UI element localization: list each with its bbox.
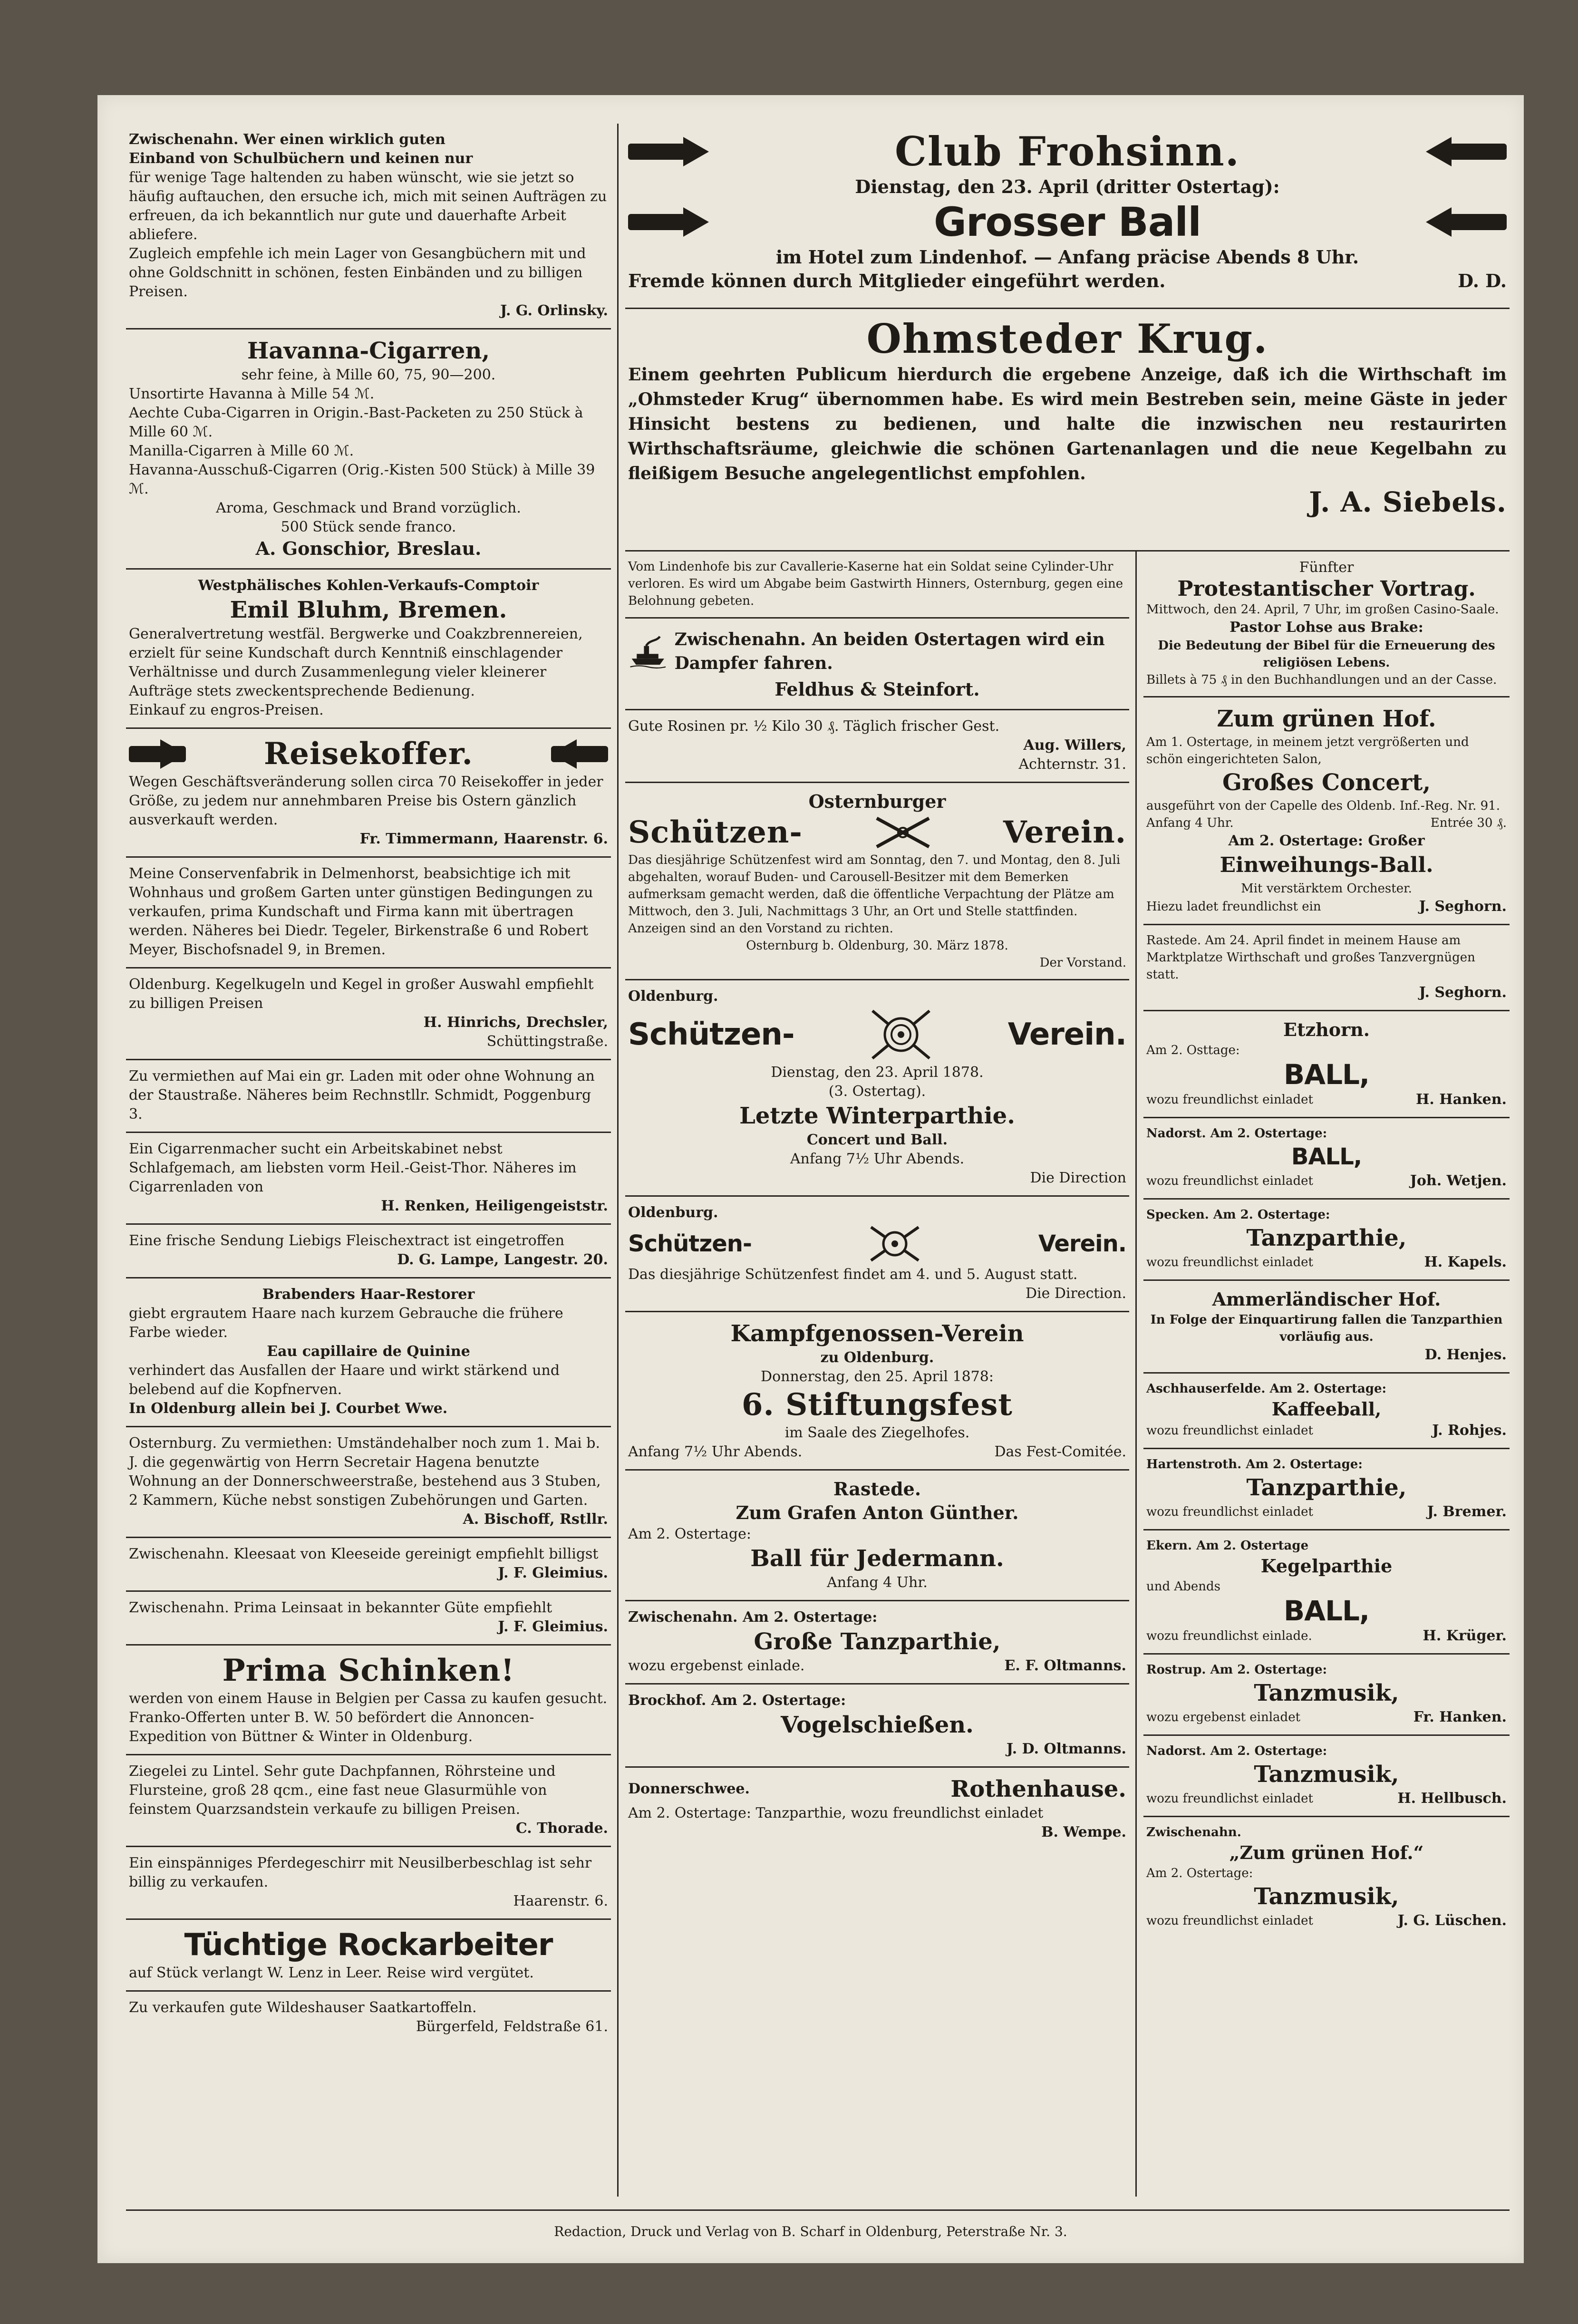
- ad-schuetzen-fest: [625, 1197, 1129, 1312]
- vermiethen1-body: Zu vermiethen auf Mai ein gr. Laden mit oder ohne Wohnung an der Staustraße. Näheres beim Rechnstllr. Schmidt, Poggenburg 3.: [129, 1068, 595, 1123]
- zw-tanz-line1: Zwischenahn. Am 2. Ostertage:: [628, 1609, 878, 1626]
- orlinsky-body2: Zugleich empfehle ich mein Lager von Gesangbüchern mit und ohne Goldschnitt in schönen, festen Einbänden und zu billigen Preisen.: [129, 245, 586, 300]
- vortrag-line1: Mittwoch, den 24. April, 7 Uhr, im großen Casino-Saale.: [1146, 602, 1499, 617]
- rostrup-line1: Rostrup. Am 2. Ostertage:: [1146, 1663, 1327, 1677]
- gruenenhof-big: Großes Concert,: [1222, 769, 1431, 796]
- ad-zwischenahn-tanzparthie: [625, 1601, 1129, 1685]
- ad-osternburg-vermiethen: [126, 1427, 611, 1538]
- nadorst1-line2: wozu freundlichst einladet: [1146, 1174, 1313, 1188]
- kampf-title: Kampfgenossen-Verein: [730, 1320, 1024, 1347]
- gruenenhof-big2: Einweihungs-Ball.: [1220, 853, 1433, 877]
- rastede-title: Rastede.: [833, 1478, 921, 1500]
- rosinen-sign: Aug. Willers,: [1023, 737, 1126, 754]
- havanna-title: Havanna-Cigarren,: [247, 338, 490, 364]
- kleesaat-body: Zwischenahn. Kleesaat von Kleeseide gereinigt empfiehlt billigst: [129, 1546, 599, 1562]
- bluhm-title: Emil Bluhm, Bremen.: [230, 597, 507, 623]
- ad-liebig: [126, 1225, 611, 1278]
- gruenenhof-line1: Am 1. Ostertage, in meinem jetzt vergrößerten und schön eingerichteten Salon,: [1146, 735, 1469, 766]
- rockarbeiter-title: Tüchtige Rockarbeiter: [184, 1927, 553, 1963]
- haar-body: giebt ergrautem Haare nach kurzem Gebrauche die frühere Farbe wieder.: [129, 1305, 563, 1341]
- top-wide-ads: [625, 124, 1510, 552]
- cigarrenmacher-body: Ein Cigarrenmacher sucht ein Arbeitskabinet nebst Schlafgemach, am liebsten vorm Heil.-Geist-Thor. Näheres im Cigarrenladen von: [129, 1141, 577, 1195]
- ad-etzhorn: [1143, 1011, 1510, 1118]
- haar-title: Brabenders Haar-Restorer: [262, 1286, 475, 1303]
- zwgruen-sign: J. G. Lüschen.: [1397, 1912, 1507, 1929]
- ekern-big2: BALL,: [1283, 1595, 1370, 1627]
- schinken-title: Prima Schinken!: [222, 1653, 515, 1688]
- vortrag-line2: Pastor Lohse aus Brake:: [1229, 619, 1423, 636]
- zwgruen-big: „Zum grünen Hof.“: [1229, 1842, 1424, 1863]
- ad-cylinder-uhr: [625, 552, 1129, 619]
- ad-ekern: [1143, 1530, 1510, 1655]
- specken-big: Tanzparthie,: [1246, 1225, 1407, 1251]
- saatkartoffeln-sign: Bürgerfeld, Feldstraße 61.: [416, 2018, 608, 2035]
- gruenenhof-title: Zum grünen Hof.: [1217, 706, 1436, 732]
- target-icon: [866, 1222, 923, 1265]
- zwgruen-line3: wozu freundlichst einladet: [1146, 1914, 1313, 1928]
- column-left: [126, 124, 611, 2197]
- nadorst1-big: BALL,: [1291, 1143, 1362, 1170]
- pointing-hand-icon: [129, 737, 186, 771]
- gruenenhof-line2: ausgeführt von der Capelle des Oldenb. Inf.-Reg. Nr. 91.: [1146, 799, 1500, 813]
- rastede-line2: Am 2. Ostertage:: [628, 1526, 751, 1542]
- imprint-footer: Redaction, Druck und Verlag von B. Scharf in Oldenburg, Peterstraße Nr. 3.: [554, 2224, 1067, 2239]
- ad-aschhauserfelde: [1143, 1374, 1510, 1449]
- brockhof-big: Vogelschießen.: [781, 1712, 974, 1738]
- ad-kampfgenossen: [625, 1312, 1129, 1471]
- schuetzen2-pre: Oldenburg.: [628, 1204, 718, 1221]
- leinsaat-sign: J. F. Gleimius.: [498, 1618, 608, 1635]
- ad-osternburger-schuetzen: [625, 783, 1129, 980]
- kampf-sign: Das Fest-Comitée.: [994, 1443, 1126, 1460]
- rosinen-body: Gute Rosinen pr. ½ Kilo 30 ₰. Täglich frischer Gest.: [628, 718, 1000, 735]
- zwgruen-line1: Zwischenahn.: [1146, 1825, 1241, 1840]
- ad-pferdegeschirr: [126, 1847, 611, 1920]
- ad-brockhof: [625, 1685, 1129, 1768]
- schinken-body: werden von einem Hause in Belgien per Cassa zu kaufen gesucht. Franko-Offerten unter B. W. 50 befördert die Annoncen-Expedition von Büttner & Winter in Oldenburg.: [129, 1690, 608, 1745]
- column-rule-left: [617, 124, 619, 2197]
- saatkartoffeln-body: Zu verkaufen gute Wildeshauser Saatkartoffeln.: [129, 1999, 477, 2016]
- specken-line2: wozu freundlichst einladet: [1146, 1255, 1313, 1269]
- osternburger-pre: Osternburger: [808, 791, 946, 812]
- rostrup-big: Tanzmusik,: [1254, 1680, 1399, 1706]
- ekern-line1: Ekern. Am 2. Ostertage: [1146, 1539, 1309, 1553]
- vortrag-pre: Fünfter: [1299, 559, 1354, 576]
- zw-tanz-big: Große Tanzparthie,: [754, 1628, 1001, 1655]
- schuetzen1-date: Dienstag, den 23. April 1878.: [771, 1064, 984, 1081]
- vortrag-line3: Die Bedeutung der Bibel für die Erneuerung des religiösen Lebens.: [1158, 639, 1495, 670]
- ad-orlinsky: [126, 124, 611, 329]
- kampf-line1: im Saale des Ziegelhofes.: [784, 1424, 970, 1441]
- specken-sign: H. Kapels.: [1424, 1254, 1507, 1270]
- nadorst2-line2: wozu freundlichst einladet: [1146, 1791, 1313, 1806]
- havanna-line2: Unsortirte Havanna à Mille 54 ℳ.: [129, 386, 375, 402]
- pferd-sign: Haarenstr. 6.: [513, 1893, 608, 1909]
- osternburg-sign: A. Bischoff, Rstllr.: [463, 1511, 608, 1528]
- schuetzen1-line2: Anfang 7½ Uhr Abends.: [790, 1151, 965, 1167]
- ad-dampfer: [625, 619, 1129, 710]
- kegel-sign: H. Hinrichs, Drechsler,: [423, 1014, 608, 1031]
- krug-title: Ohmsteder Krug.: [866, 315, 1268, 362]
- nadorst2-big: Tanzmusik,: [1254, 1761, 1399, 1788]
- pointing-hand-icon: [1426, 205, 1507, 239]
- orlinsky-body: für wenige Tage haltenden zu haben wünscht, wie sie jetzt so häufig auftauchen, den ersuche ich, mich mit seinen Aufträgen zu erfreuen, da ich bekanntlich nur gute und dauerhafte Arbeit abliefere.: [129, 169, 607, 243]
- nadorst1-line1: Nadorst. Am 2. Ostertage:: [1146, 1126, 1327, 1141]
- kampf-big: 6. Stiftungsfest: [742, 1387, 1013, 1423]
- ad-nadorst-ball: [1143, 1118, 1510, 1200]
- krug-body: Einem geehrten Publicum hierdurch die ergebene Anzeige, daß ich die Wirthschaft im „Ohmsteder Krug“ übernommen habe. Es wird mein Bestreben sein, meine Gäste in jeder Hinsicht bestens zu bedienen, und halte die inzwischen neu restaurirten Wirthschaftsräume, gleichwie die schönen Gartenanlagen und die neue Kegelbahn zu fleißigem Besuche angelegentlichst empfohlen.: [628, 365, 1507, 484]
- donnerschwee-big: Rothenhause.: [950, 1776, 1126, 1802]
- brockhof-sign: J. D. Oltmanns.: [1006, 1741, 1126, 1757]
- zw-tanz-sign: E. F. Oltmanns.: [1004, 1657, 1126, 1674]
- reisekoffer-body: Wegen Geschäftsveränderung sollen circa 70 Reisekoffer in jeder Größe, zu jedem nur annehmbaren Preise bis Ostern gänzlich ausverkauft werden.: [129, 774, 603, 828]
- dampfer-sign: Feldhus & Steinfort.: [774, 678, 980, 700]
- kegel-body: Oldenburg. Kegelkugeln und Kegel in großer Auswahl empfiehlt zu billigen Preisen: [129, 976, 594, 1012]
- havanna-line5: Havanna-Ausschuß-Cigarren (Orig.-Kisten 500 Stück) à Mille 39 ℳ.: [129, 462, 595, 497]
- ad-ziegelei-lintel: [126, 1755, 611, 1847]
- ad-protestantischer-vortrag: [1143, 552, 1510, 697]
- rostrup-sign: Fr. Hanken.: [1413, 1709, 1507, 1725]
- ammer-body: In Folge der Einquartirung fallen die Tanzparthien vorläufig aus.: [1150, 1313, 1503, 1344]
- ad-ohmsteder-krug: [625, 309, 1510, 552]
- ad-emil-bluhm: [126, 570, 611, 729]
- specken-line1: Specken. Am 2. Ostertage:: [1146, 1208, 1330, 1222]
- ad-schuetzen-winterparthie: [625, 980, 1129, 1197]
- schuetzen1-word1: Schützen-: [628, 1017, 794, 1052]
- bluhm-line1: Westphälisches Kohlen-Verkaufs-Comptoir: [198, 577, 539, 594]
- reisekoffer-title: Reisekoffer.: [264, 736, 473, 772]
- ad-hartenstroth: [1143, 1449, 1510, 1530]
- liebig-body: Eine frische Sendung Liebigs Fleischextract ist eingetroffen: [129, 1232, 565, 1249]
- ad-zwischenahn-gruener-hof: [1143, 1817, 1510, 1938]
- rastede-line1: Zum Grafen Anton Günther.: [736, 1502, 1019, 1523]
- reisekoffer-sign: Fr. Timmermann, Haarenstr. 6.: [359, 831, 608, 847]
- ad-rastede-tanzvergnuegen: [1143, 925, 1510, 1011]
- liebig-sign: D. G. Lampe, Langestr. 20.: [397, 1251, 608, 1268]
- etzhorn-sign: H. Hanken.: [1416, 1091, 1507, 1108]
- nadorst2-line1: Nadorst. Am 2. Ostertage:: [1146, 1744, 1327, 1758]
- schuetzen1-pre: Oldenburg.: [628, 988, 718, 1005]
- column-middle: [625, 552, 1129, 2197]
- osternburger-body: Das diesjährige Schützenfest wird am Sonntag, den 7. und Montag, den 8. Juli abgehalten, worauf Buden- und Carousell-Besitzer mit dem Bemerken aufmerksam gemacht werden, daß die öffentliche Verpachtung der Plätze am Mittwoch, den 3. Juli, Nachmittags 3 Uhr, an Ort und Stelle stattfinden. Anzeigen sind an den Vorstand zu richten.: [628, 853, 1121, 936]
- vortrag-line4: Billets à 75 ₰ in den Buchhandlungen und an der Casse.: [1146, 673, 1497, 687]
- kleesaat-sign: J. F. Gleimius.: [498, 1565, 608, 1581]
- ad-club-frohsinn: [625, 124, 1510, 309]
- column-right: [1143, 552, 1510, 2197]
- hartenstroth-sign: J. Bremer.: [1427, 1503, 1507, 1520]
- kampf-sub: zu Oldenburg.: [820, 1349, 934, 1366]
- crossed-rifles-icon: [872, 813, 934, 852]
- donnerschwee-sign: B. Wempe.: [1041, 1824, 1126, 1840]
- kampf-line2: Anfang 7½ Uhr Abends.: [628, 1443, 803, 1460]
- haar-title2: Eau capillaire de Quinine: [267, 1343, 470, 1360]
- ad-donnerschwee: [625, 1768, 1129, 1850]
- haar-body2: verhindert das Ausfallen der Haare und wirkt stärkend und belebend auf die Kopfnerven.: [129, 1362, 560, 1398]
- donnerschwee-pre: Donnerschwee.: [628, 1781, 750, 1797]
- rosinen-sign2: Achternstr. 31.: [1018, 756, 1126, 773]
- ad-rastede-ball: [625, 1471, 1129, 1601]
- aschhausen-line2: wozu freundlichst einladet: [1146, 1423, 1313, 1438]
- brockhof-line1: Brockhof. Am 2. Ostertage:: [628, 1692, 846, 1709]
- footer-rule: [126, 2209, 1510, 2211]
- club-date: Dienstag, den 23. April (dritter Ostertag):: [855, 176, 1280, 197]
- rastede2-body: Rastede. Am 24. April findet in meinem Hause am Marktplatze Wirthschaft und großes Tanzvergnügen statt.: [1146, 933, 1475, 982]
- ad-leinsaat: [126, 1592, 611, 1646]
- kegel-sign2: Schüttingstraße.: [486, 1033, 608, 1050]
- aschhausen-sign: J. Rohjes.: [1432, 1422, 1507, 1439]
- ad-kleesaat: [126, 1538, 611, 1592]
- ad-rostrup: [1143, 1655, 1510, 1736]
- nadorst1-sign: Joh. Wetjen.: [1410, 1172, 1507, 1189]
- ad-havanna-cigarren: [126, 329, 611, 570]
- rastede2-sign: J. Seghorn.: [1419, 984, 1507, 1001]
- conserven-body: Meine Conservenfabrik in Delmenhorst, beabsichtige ich mit Wohnhaus und großem Garten unter günstigen Bedingungen zu verkaufen, prima Kundschaft und Firma kann mit übertragen werden. Näheres bei Diedr. Tegeler, Birkenstraße 6 und Robert Meyer, Bischofsnadel 9, in Bremen.: [129, 865, 593, 958]
- bluhm-line2: Einkauf zu engros-Preisen.: [129, 702, 324, 718]
- gruenenhof-line4: Am 2. Ostertage: Großer: [1228, 833, 1425, 849]
- ad-rockarbeiter: [126, 1920, 611, 1992]
- osternburger-word1: Schützen-: [628, 814, 803, 850]
- ad-prima-schinken: [126, 1646, 611, 1755]
- newspaper-page: [97, 95, 1524, 2263]
- schuetzen1-word2: Verein.: [1007, 1017, 1126, 1052]
- zw-tanz-line2: wozu ergebenst einlade.: [628, 1657, 805, 1674]
- gruenenhof-line5: Mit verstärktem Orchester.: [1241, 881, 1412, 896]
- gruenenhof-line3b: Entrée 30 ₰.: [1430, 816, 1507, 830]
- ammer-title: Ammerländischer Hof.: [1212, 1288, 1441, 1310]
- rastede-line3: Anfang 4 Uhr.: [827, 1574, 928, 1591]
- club-ball: Grosser Ball: [933, 199, 1201, 245]
- ad-nadorst-tanzmusik: [1143, 1736, 1510, 1817]
- ad-reisekoffer: [126, 729, 611, 858]
- ziegelei-body: Ziegelei zu Lintel. Sehr gute Dachpfannen, Röhrsteine und Flursteine, groß 28 qcm., eine fast neue Glasurmühle von feinstem Quarzsandstein verkaufe zu billigen Preisen.: [129, 1763, 556, 1818]
- hartenstroth-big: Tanzparthie,: [1246, 1474, 1407, 1501]
- osternburger-word2: Verein.: [1003, 814, 1126, 850]
- ad-saatkartoffeln: [126, 1992, 611, 2044]
- schuetzen1-title: Letzte Winterparthie.: [739, 1103, 1015, 1129]
- schuetzen2-word1: Schützen-: [628, 1230, 752, 1257]
- havanna-line3: Aechte Cuba-Cigarren in Origin.-Bast-Packeten zu 250 Stück à Mille 60 ℳ.: [129, 405, 583, 440]
- gruenenhof-line3a: Anfang 4 Uhr.: [1146, 816, 1234, 830]
- leinsaat-body: Zwischenahn. Prima Leinsaat in bekannter Güte empfiehlt: [129, 1599, 552, 1616]
- ziegelei-sign: C. Thorade.: [515, 1820, 608, 1837]
- pointing-hand-icon: [628, 135, 709, 168]
- club-title: Club Frohsinn.: [895, 128, 1240, 175]
- ammer-sign: D. Henjes.: [1424, 1346, 1507, 1363]
- pointing-hand-icon: [628, 205, 709, 239]
- cigarrenmacher-sign: H. Renken, Heiligengeiststr.: [381, 1198, 608, 1214]
- schuetzen1-sub: (3. Ostertag).: [828, 1083, 926, 1100]
- aschhausen-big: Kaffeeball,: [1271, 1398, 1382, 1420]
- ekern-line2: und Abends: [1146, 1579, 1220, 1594]
- rostrup-line2: wozu ergebenst einladet: [1146, 1710, 1301, 1724]
- club-line2: Fremde können durch Mitglieder eingeführt werden.: [628, 270, 1166, 291]
- gruenenhof-line6: Hiezu ladet freundlichst ein: [1146, 900, 1321, 914]
- steamship-icon: [628, 625, 668, 678]
- kampf-date: Donnerstag, den 25. April 1878:: [761, 1368, 994, 1385]
- target-icon: [868, 1006, 934, 1063]
- schuetzen1-sign: Die Direction: [1030, 1170, 1126, 1186]
- club-sign: D. D.: [1458, 270, 1507, 291]
- dampfer-body: Zwischenahn. An beiden Ostertagen wird ein Dampfer fahren.: [674, 629, 1105, 673]
- ad-kegelkugeln: [126, 968, 611, 1060]
- havanna-line1: sehr feine, à Mille 60, 75, 90—200.: [241, 367, 496, 383]
- orlinsky-line1: Zwischenahn. Wer einen wirklich guten: [129, 131, 445, 148]
- schuetzen2-body: Das diesjährige Schützenfest findet am 4. und 5. August statt.: [628, 1266, 1078, 1283]
- osternburger-sign: Der Vorstand.: [1039, 956, 1126, 970]
- etzhorn-line2: wozu freundlichst einladet: [1146, 1093, 1313, 1107]
- hartenstroth-line1: Hartenstroth. Am 2. Ostertage:: [1146, 1457, 1363, 1472]
- etzhorn-title: Etzhorn.: [1283, 1019, 1370, 1040]
- ekern-line3: wozu freundlichst einlade.: [1146, 1629, 1312, 1643]
- havanna-line6: Aroma, Geschmack und Brand vorzüglich.: [216, 500, 521, 516]
- haar-sign: In Oldenburg allein bei J. Courbet Wwe.: [129, 1400, 448, 1417]
- pointing-hand-icon: [551, 737, 608, 771]
- krug-sign: J. A. Siebels.: [1309, 486, 1507, 518]
- ad-ammerlaendischer-hof: [1143, 1281, 1510, 1374]
- aschhausen-line1: Aschhauserfelde. Am 2. Ostertage:: [1146, 1382, 1387, 1396]
- havanna-line4: Manilla-Cigarren à Mille 60 ℳ.: [129, 443, 354, 459]
- orlinsky-sign: J. G. Orlinsky.: [500, 302, 608, 319]
- uhr-body: Vom Lindenhofe bis zur Cavallerie-Kaserne hat ein Soldat seine Cylinder-Uhr verloren. Es wird um Abgabe beim Gastwirth Hinners, Osternburg, gegen eine Belohnung gebeten.: [628, 560, 1123, 608]
- ad-conservenfabrik: [126, 858, 611, 968]
- bluhm-body: Generalvertretung westfäl. Bergwerke und Coakzbrennereien, erzielt für seine Kundschaft durch Kenntniß einschlagender Verhältnisse und durch Zusammenlegung vieler kleinerer Aufträge stets zweckentsprechende Bedienung.: [129, 626, 583, 699]
- pointing-hand-icon: [1426, 135, 1507, 168]
- hartenstroth-line2: wozu freundlichst einladet: [1146, 1505, 1313, 1519]
- ad-cigarrenmacher: [126, 1133, 611, 1225]
- pferd-body: Ein einspänniges Pferdegeschirr mit Neusilberbeschlag ist sehr billig zu verkaufen.: [129, 1855, 592, 1890]
- ad-specken: [1143, 1200, 1510, 1281]
- column-rule-right: [1135, 552, 1137, 2197]
- zwgruen-big2: Tanzmusik,: [1254, 1883, 1399, 1910]
- schuetzen2-sign: Die Direction.: [1025, 1285, 1126, 1302]
- ad-zum-gruenen-hof: [1143, 697, 1510, 925]
- schuetzen2-word2: Verein.: [1038, 1230, 1126, 1257]
- vortrag-title: Protestantischer Vortrag.: [1177, 577, 1476, 601]
- etzhorn-big: BALL,: [1283, 1058, 1370, 1091]
- orlinsky-line2: Einband von Schulbüchern und keinen nur: [129, 150, 473, 167]
- ad-haar-restorer: [126, 1278, 611, 1427]
- zwgruen-line2: Am 2. Ostertage:: [1146, 1866, 1253, 1880]
- osternburger-date: Osternburg b. Oldenburg, 30. März 1878.: [746, 939, 1008, 953]
- osternburg-body: Osternburg. Zu vermiethen: Umständehalber noch zum 1. Mai b. J. die gegenwärtig von Herrn Secretair Hagena benutzte Wohnung an der Donnerschweerstraße, bestehend aus 3 Stuben, 2 Kammern, Küche nebst sonstigen Zubehörungen und Garten.: [129, 1435, 601, 1509]
- gruenenhof-sign: J. Seghorn.: [1419, 898, 1507, 915]
- havanna-sign: A. Gonschior, Breslau.: [255, 538, 482, 559]
- etzhorn-line1: Am 2. Osttage:: [1146, 1043, 1240, 1057]
- ad-zu-vermiethen-laden: [126, 1060, 611, 1133]
- club-line1: im Hotel zum Lindenhof. — Anfang präcise Abends 8 Uhr.: [775, 246, 1359, 268]
- ad-rosinen: [625, 710, 1129, 783]
- rockarbeiter-body: auf Stück verlangt W. Lenz in Leer. Reise wird vergütet.: [129, 1965, 534, 1981]
- schuetzen1-line1: Concert und Ball.: [806, 1132, 948, 1148]
- rastede-big: Ball für Jedermann.: [750, 1545, 1004, 1572]
- nadorst2-sign: H. Hellbusch.: [1397, 1790, 1507, 1807]
- havanna-line7: 500 Stück sende franco.: [281, 519, 456, 535]
- ekern-sign: H. Krüger.: [1423, 1627, 1507, 1644]
- ekern-big: Kegelparthie: [1260, 1555, 1393, 1577]
- donnerschwee-line1: Am 2. Ostertage: Tanzparthie, wozu freundlichst einladet: [628, 1805, 1044, 1821]
